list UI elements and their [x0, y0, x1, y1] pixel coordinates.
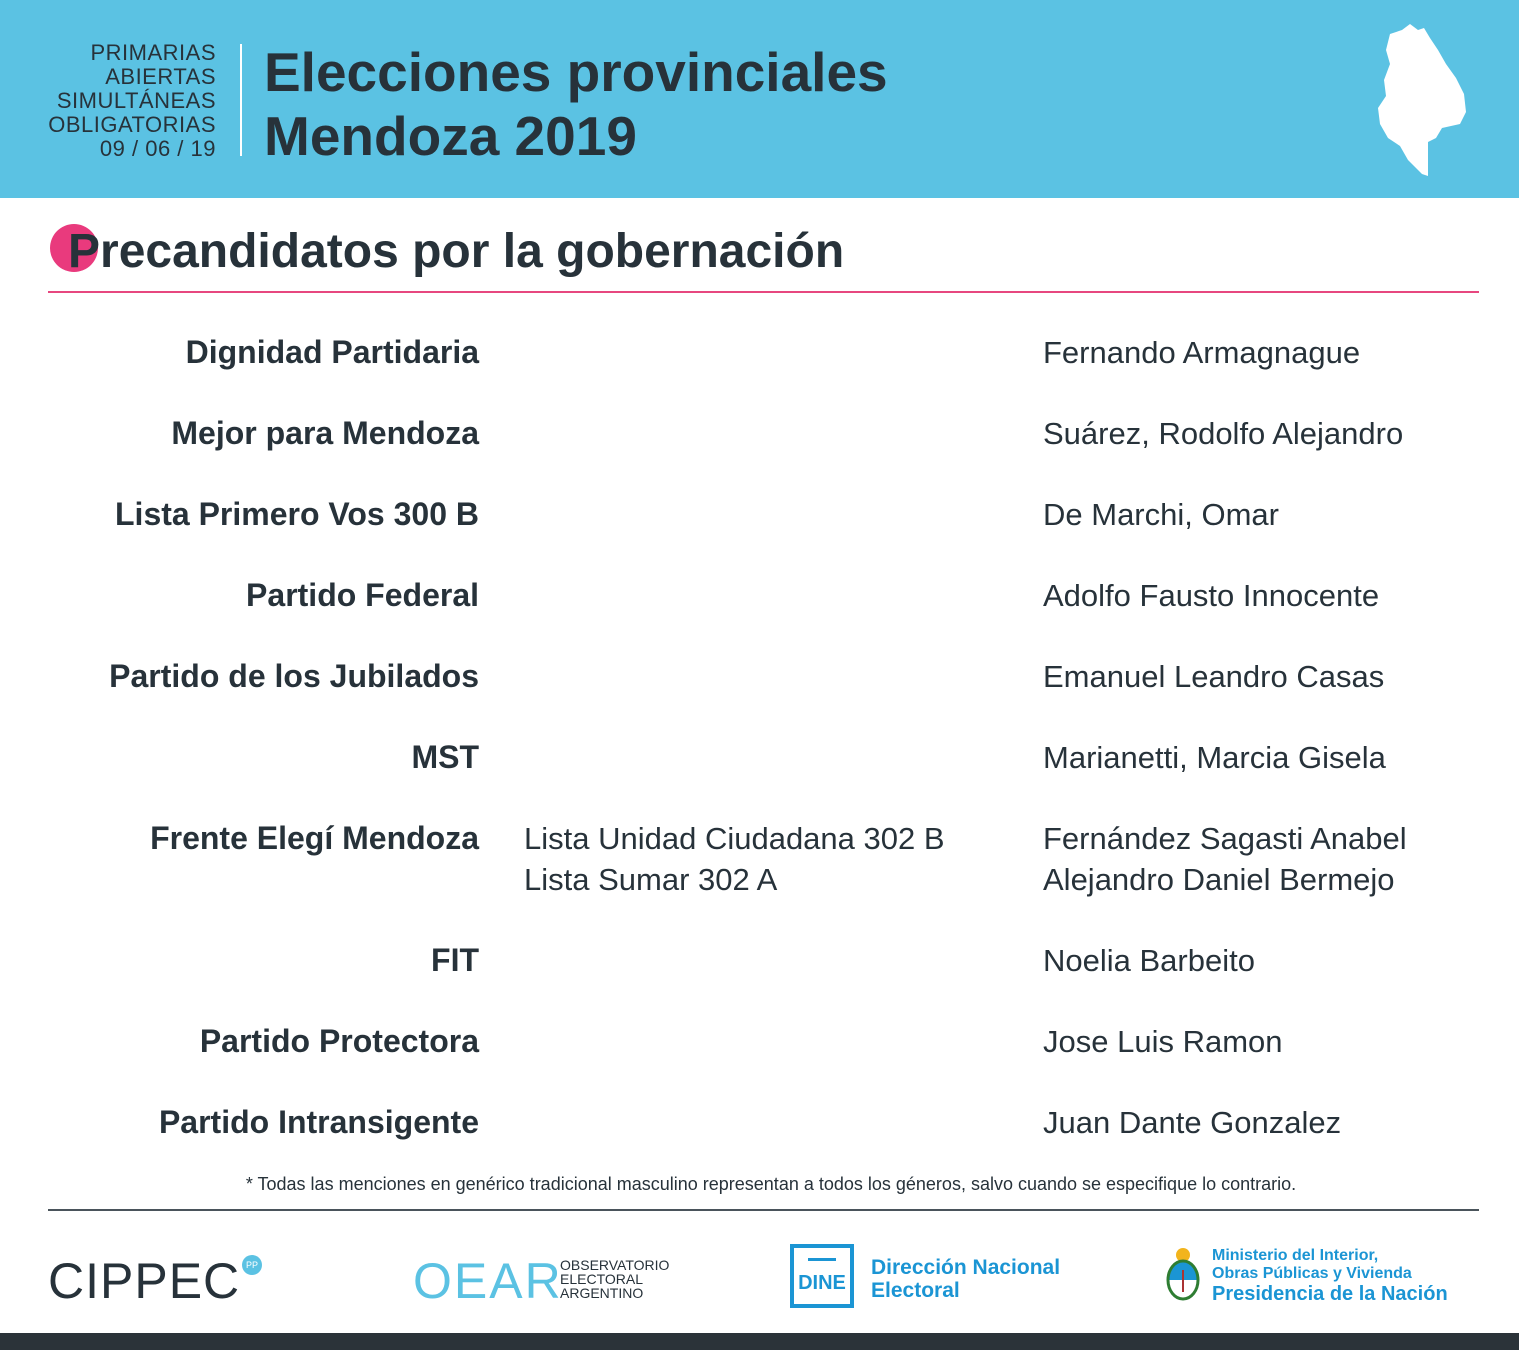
dine-line: Electoral [871, 1279, 960, 1302]
section-title [50, 224, 845, 280]
party-name: Partido de los Jubilados [109, 658, 479, 694]
ministry-line: Ministerio del Interior, [1212, 1247, 1379, 1264]
party-lists [524, 818, 945, 900]
page-title [264, 40, 888, 168]
footer-divider [48, 1209, 1479, 1211]
cippec-logo: CIPPEC [48, 1253, 241, 1309]
oear-sub-line: ARGENTINO [560, 1285, 644, 1301]
dine-logo [790, 1244, 854, 1308]
oear-subtitle [560, 1258, 669, 1300]
national-shield-icon [1163, 1246, 1203, 1306]
title-first-letter: P [68, 225, 101, 278]
party-name: Mejor para Mendoza [171, 415, 479, 451]
party-name: Partido Protectora [199, 1023, 479, 1059]
candidate-name: Noelia Barbeito [1043, 943, 1255, 978]
dine-bar [808, 1258, 836, 1261]
title-line-1: Elecciones provinciales [264, 41, 888, 103]
section-divider [48, 291, 1479, 293]
candidate-name: Emanuel Leandro Casas [1043, 659, 1385, 694]
bottom-band [0, 1333, 1519, 1350]
title-line-2: Mendoza 2019 [264, 105, 637, 167]
paso-line: ABIERTAS [105, 64, 216, 89]
cippec-badge: PP [242, 1255, 262, 1275]
candidate-name: Jose Luis Ramon [1043, 1024, 1283, 1059]
party-name: Dignidad Partidaria [185, 334, 479, 370]
candidate-name: De Marchi, Omar [1043, 497, 1279, 532]
candidate-name: Alejandro Daniel Bermejo [1043, 862, 1395, 897]
candidate-name: Suárez, Rodolfo Alejandro [1043, 416, 1404, 451]
list-name: Lista Unidad Ciudadana 302 B [524, 821, 945, 856]
paso-date: 09 / 06 / 19 [99, 136, 216, 161]
party-name: FIT [431, 942, 479, 978]
party-name: Partido Intransigente [158, 1104, 479, 1140]
dine-label: DINE [798, 1272, 846, 1294]
title-rest: recandidatos por la gobernación [100, 225, 845, 278]
header-divider [240, 44, 242, 156]
party-name: Frente Elegí Mendoza [150, 820, 479, 856]
paso-line: PRIMARIAS [90, 40, 216, 65]
paso-label [48, 41, 216, 161]
list-name: Lista Sumar 302 A [524, 862, 778, 897]
paso-line: OBLIGATORIAS [48, 112, 216, 137]
header-banner [0, 0, 1519, 198]
party-name: Partido Federal [246, 577, 479, 613]
candidate-name: Fernando Armagnague [1043, 335, 1361, 370]
paso-line: SIMULTÁNEAS [56, 88, 216, 113]
candidate-name: Juan Dante Gonzalez [1043, 1105, 1342, 1140]
candidate-name: Marianetti, Marcia Gisela [1043, 740, 1386, 775]
ministry-line: Presidencia de la Nación [1212, 1283, 1448, 1305]
oear-sub-line: OBSERVATORIO [560, 1257, 670, 1273]
ministry-name [1212, 1247, 1448, 1305]
ministry-line: Obras Públicas y Vivienda [1212, 1265, 1412, 1282]
oear-logo: OEAR [413, 1253, 563, 1309]
candidate-name: Adolfo Fausto Innocente [1043, 578, 1380, 613]
oear-sub-line: ELECTORAL [560, 1271, 643, 1287]
mendoza-map-icon [1372, 20, 1468, 178]
dine-name [871, 1256, 1060, 1302]
dine-line: Dirección Nacional [871, 1256, 1061, 1279]
candidate-name: Fernández Sagasti Anabel [1043, 821, 1407, 856]
footnote: * Todas las menciones en genérico tradicional masculino representan a todos los géneros, salvo cuando se especifique lo contrario. [245, 1174, 1297, 1194]
party-name: MST [411, 739, 479, 775]
candidate-names [1043, 818, 1407, 900]
party-name: Lista Primero Vos 300 B [115, 496, 479, 532]
